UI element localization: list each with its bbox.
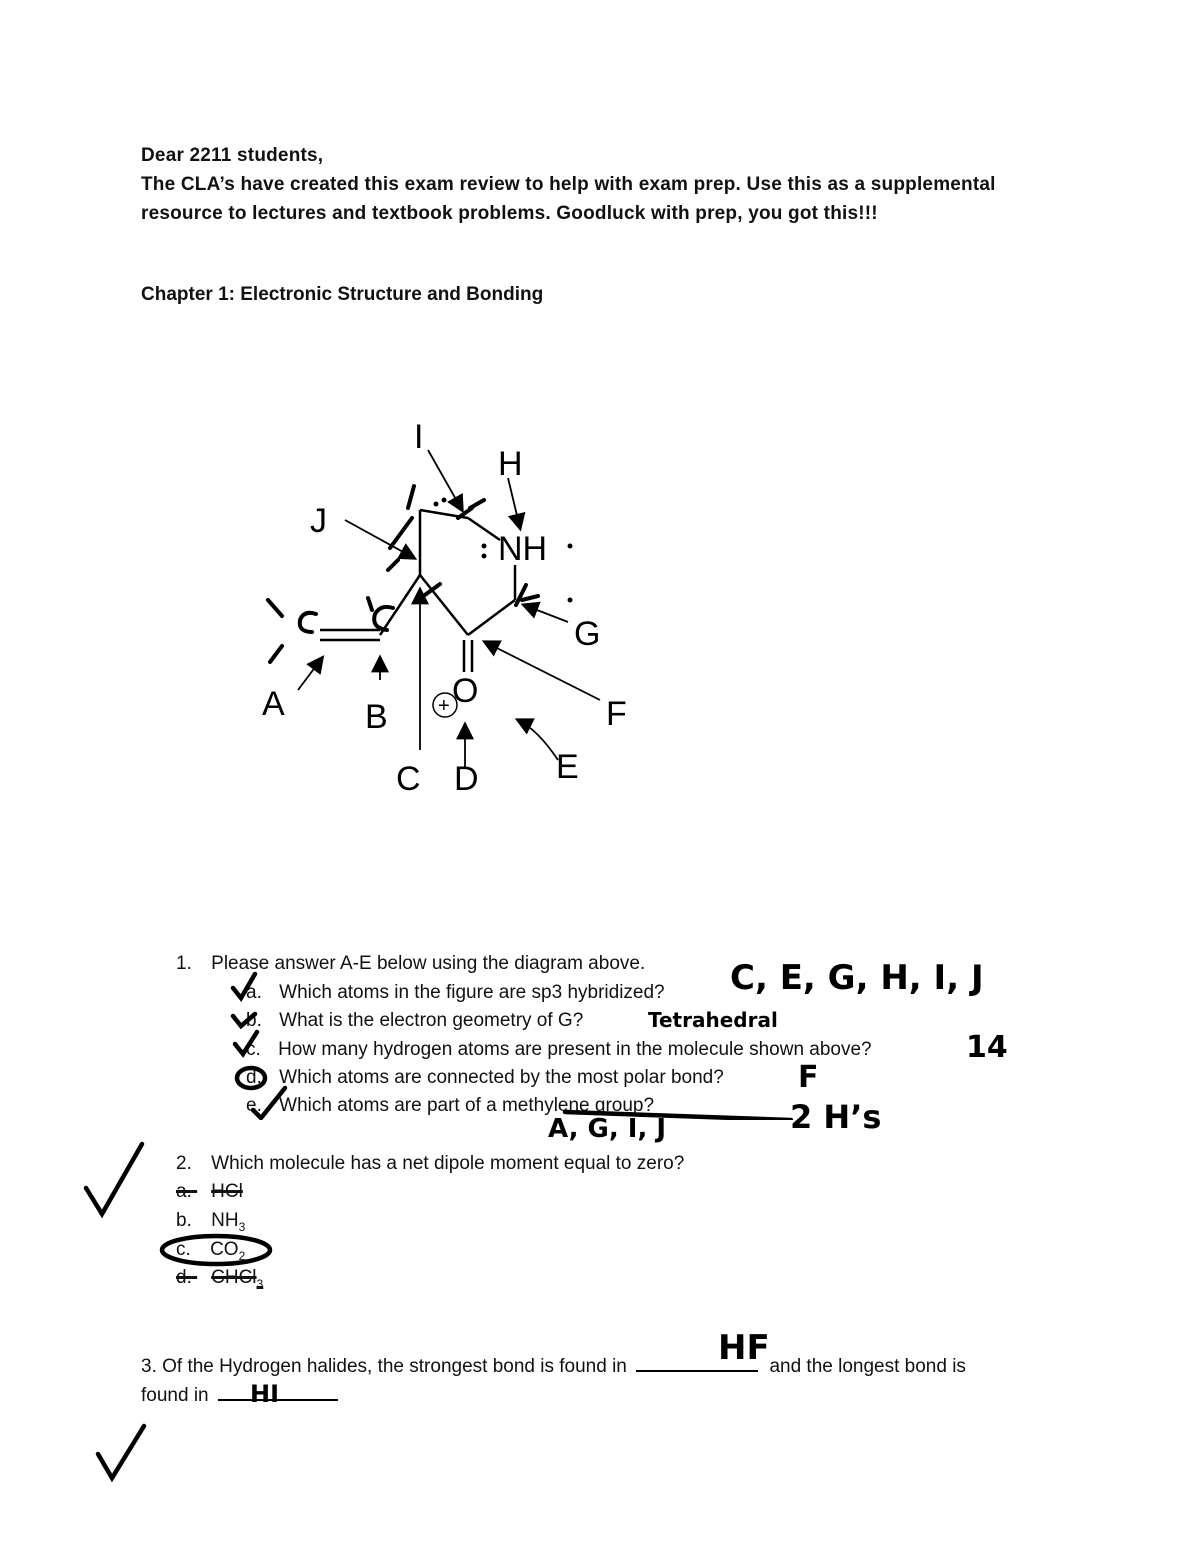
answer-1d: F	[798, 1060, 819, 1095]
q1-text: Please answer A-E below using the diagram above.	[211, 953, 646, 974]
label-g: G	[574, 615, 601, 653]
q1-check-marks	[225, 970, 915, 1120]
label-i: I	[414, 418, 424, 456]
label-h: H	[498, 445, 523, 483]
answer-3-strongest: HF	[718, 1328, 770, 1368]
q2-text: Which molecule has a net dipole moment equal to zero?	[211, 1153, 685, 1174]
label-c: C	[396, 760, 421, 798]
intro-message: The CLA’s have created this exam review to help with exam prep. Use this as a supplemental resource to lectures and textbook problems. Goodluck with prep, you got this!!!	[141, 174, 996, 224]
skeleton-bonds	[320, 510, 515, 672]
q1-number: 1.	[176, 953, 192, 974]
question-3-line-2: found in	[141, 1379, 338, 1410]
nh-atom: NH	[498, 530, 548, 568]
q2-option-c: c. $CO_2$	[176, 1239, 246, 1263]
chapter-title: Chapter 1: Electronic Structure and Bonding	[141, 284, 544, 305]
q2-number: 2.	[176, 1153, 192, 1174]
handwritten-marks	[268, 486, 538, 662]
q1-part-b: b. What is the electron geometry of G?	[246, 1010, 584, 1031]
q2-option-b: b. $NH_3$	[176, 1210, 246, 1234]
q1-part-a: a. Which atoms in the figure are sp3 hybridized?	[246, 982, 665, 1003]
label-a: A	[262, 685, 285, 723]
q2-option-d: d. CHCl$_3$	[176, 1267, 264, 1291]
q1-part-d: d. Which atoms are connected by the most polar bond?	[246, 1067, 724, 1088]
answer-1e-2: 2 H’s	[790, 1098, 882, 1136]
label-j: J	[310, 502, 327, 540]
q1-part-c: c. How many hydrogen atoms are present in the molecule shown above?	[246, 1039, 872, 1060]
greeting: Dear 2211 students,	[141, 145, 324, 166]
label-e: E	[556, 748, 579, 786]
answer-1a: C, E, G, H, I, J	[730, 958, 984, 998]
label-d: D	[454, 760, 479, 798]
molecule-diagram	[240, 400, 660, 810]
q1-part-e: e. Which atoms are part of a methylene group?	[246, 1095, 655, 1116]
q2-option-a: a. HCl	[176, 1181, 243, 1202]
o-atom: O	[452, 672, 479, 710]
q2-marks	[80, 1136, 290, 1296]
answer-1e: A, G, I, J	[548, 1114, 667, 1144]
answer-1b: Tetrahedral	[648, 1008, 778, 1032]
q3-check-mark	[92, 1420, 152, 1490]
plus-sign: +	[438, 695, 450, 717]
label-f: F	[606, 695, 627, 733]
label-b: B	[365, 698, 388, 736]
question-3-line-1: 3. Of the Hydrogen halides, the strongest bond is found in and the longest bond is	[141, 1350, 966, 1381]
intro-block	[141, 141, 1081, 228]
answer-1c: 14	[966, 1030, 1008, 1065]
answer-3-longest: HI	[250, 1380, 280, 1408]
atom-labels	[262, 418, 627, 798]
